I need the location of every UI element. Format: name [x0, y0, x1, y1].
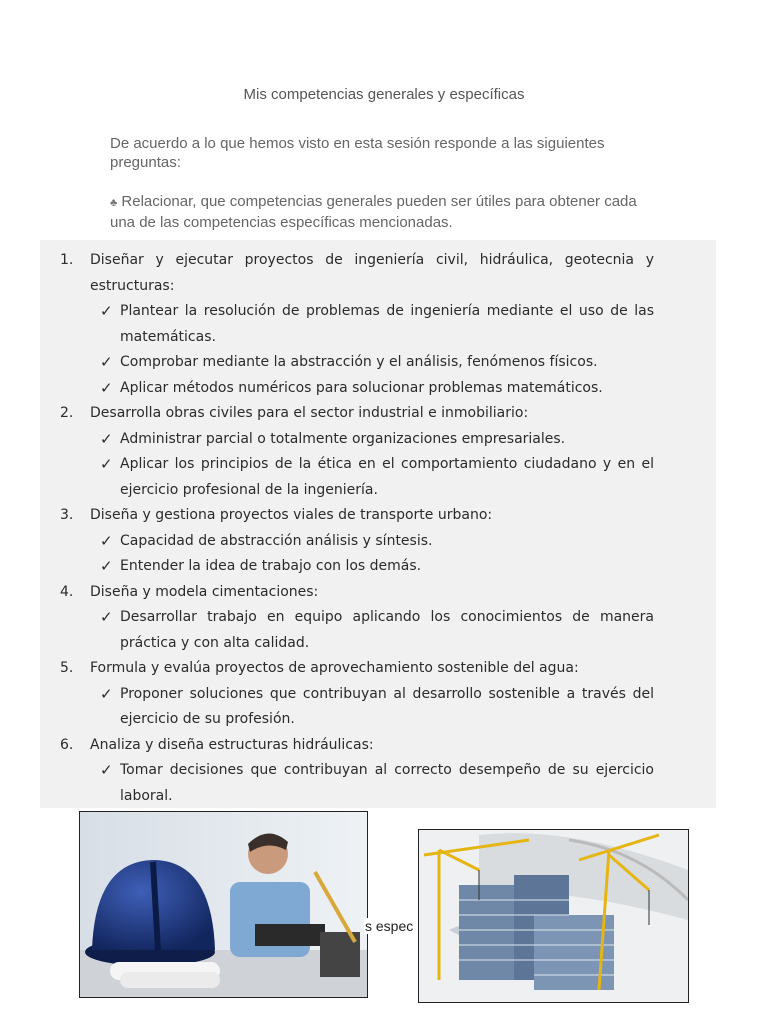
checkmark-icon: ✓ — [100, 353, 113, 371]
competency-text: Diseñar y ejecutar proyectos de ingeniería civil, hidráulica, geotecnia y estructuras: — [90, 252, 654, 294]
sub-competency-item — [60, 682, 654, 733]
checkmark-icon: ✓ — [100, 378, 113, 397]
sub-competency-item — [60, 299, 654, 350]
construction-cranes-photo — [418, 829, 689, 1003]
sub-competency-text: Plantear la resolución de problemas de ingeniería mediante el uso de las matemáticas. — [120, 303, 654, 345]
competency-number: 4. — [60, 583, 74, 600]
competency-item — [60, 503, 654, 529]
engineer-helmet-illustration — [80, 812, 367, 997]
checkmark-icon: ✓ — [100, 455, 113, 473]
sub-competency-text: Administrar parcial o totalmente organizaciones empresariales. — [120, 430, 566, 447]
checkmark-icon: ✓ — [100, 429, 113, 448]
sub-competency-item — [60, 427, 654, 453]
sub-competency-text: Entender la idea de trabajo con los demás. — [120, 558, 422, 574]
competency-number: 1. — [60, 252, 74, 268]
sub-competency-item — [60, 452, 654, 503]
competency-item — [60, 580, 654, 606]
sub-competency-item — [60, 350, 654, 376]
engineer-helmet-photo — [79, 811, 368, 998]
overlapping-text-fragment: s espec — [365, 918, 414, 934]
competency-item — [60, 248, 654, 299]
checkmark-icon: ✓ — [100, 531, 113, 550]
intro-paragraph: De acuerdo a lo que hemos visto en esta sesión responde a las siguientes preguntas: — [110, 135, 605, 171]
checkmark-icon: ✓ — [100, 761, 113, 779]
competency-number: 5. — [60, 660, 74, 676]
sub-competency-item — [60, 605, 654, 656]
competency-text: Analiza y diseña estructuras hidráulicas: — [90, 736, 374, 753]
relate-paragraph — [110, 192, 655, 232]
checkmark-icon: ✓ — [100, 608, 113, 626]
relate-text: Relacionar, que competencias generales pueden ser útiles para obtener cada una de las competencias específicas mencionadas. — [110, 193, 637, 231]
sub-competency-item — [60, 376, 654, 402]
competency-text: Desarrolla obras civiles para el sector industrial e inmobiliario: — [90, 405, 529, 421]
competency-item — [60, 733, 654, 759]
competencies-panel — [40, 240, 716, 808]
sub-competency-text: Desarrollar trabajo en equipo aplicando los conocimientos de manera práctica y con alta calidad. — [120, 609, 654, 651]
competency-text: Diseña y gestiona proyectos viales de transporte urbano: — [90, 507, 493, 523]
competency-number: 3. — [60, 507, 74, 523]
checkmark-icon: ✓ — [100, 557, 113, 575]
competency-number: 2. — [60, 405, 74, 421]
club-bullet-icon: ♣ — [110, 197, 118, 209]
sub-competency-text: Aplicar métodos numéricos para solucionar problemas matemáticos. — [120, 379, 603, 396]
document-title: Mis competencias generales y específicas — [243, 86, 525, 103]
competency-item — [60, 656, 654, 682]
checkmark-icon: ✓ — [100, 684, 113, 703]
sub-competency-text: Comprobar mediante la abstracción y el análisis, fenómenos físicos. — [120, 354, 598, 370]
construction-cranes-illustration — [419, 830, 688, 1002]
competency-text: Diseña y modela cimentaciones: — [90, 583, 319, 600]
sub-competency-item — [60, 554, 654, 580]
sub-competency-text: Capacidad de abstracción análisis y síntesis. — [120, 532, 433, 549]
sub-competency-text: Tomar decisiones que contribuyan al correcto desempeño de su ejercicio laboral. — [120, 762, 654, 804]
sub-competency-item — [60, 758, 654, 809]
competency-item — [60, 401, 654, 427]
checkmark-icon: ✓ — [100, 302, 113, 320]
sub-competency-text: Aplicar los principios de la ética en el comportamiento ciudadano y en el ejercicio profesional de la ingeniería. — [120, 456, 654, 498]
competency-text: Formula y evalúa proyectos de aprovechamiento sostenible del agua: — [90, 660, 579, 676]
sub-competency-item — [60, 529, 654, 555]
sub-competency-text: Proponer soluciones que contribuyan al desarrollo sostenible a través del ejercicio de su profesión. — [120, 685, 654, 727]
competency-number: 6. — [60, 736, 74, 753]
competencies-list — [60, 248, 654, 809]
